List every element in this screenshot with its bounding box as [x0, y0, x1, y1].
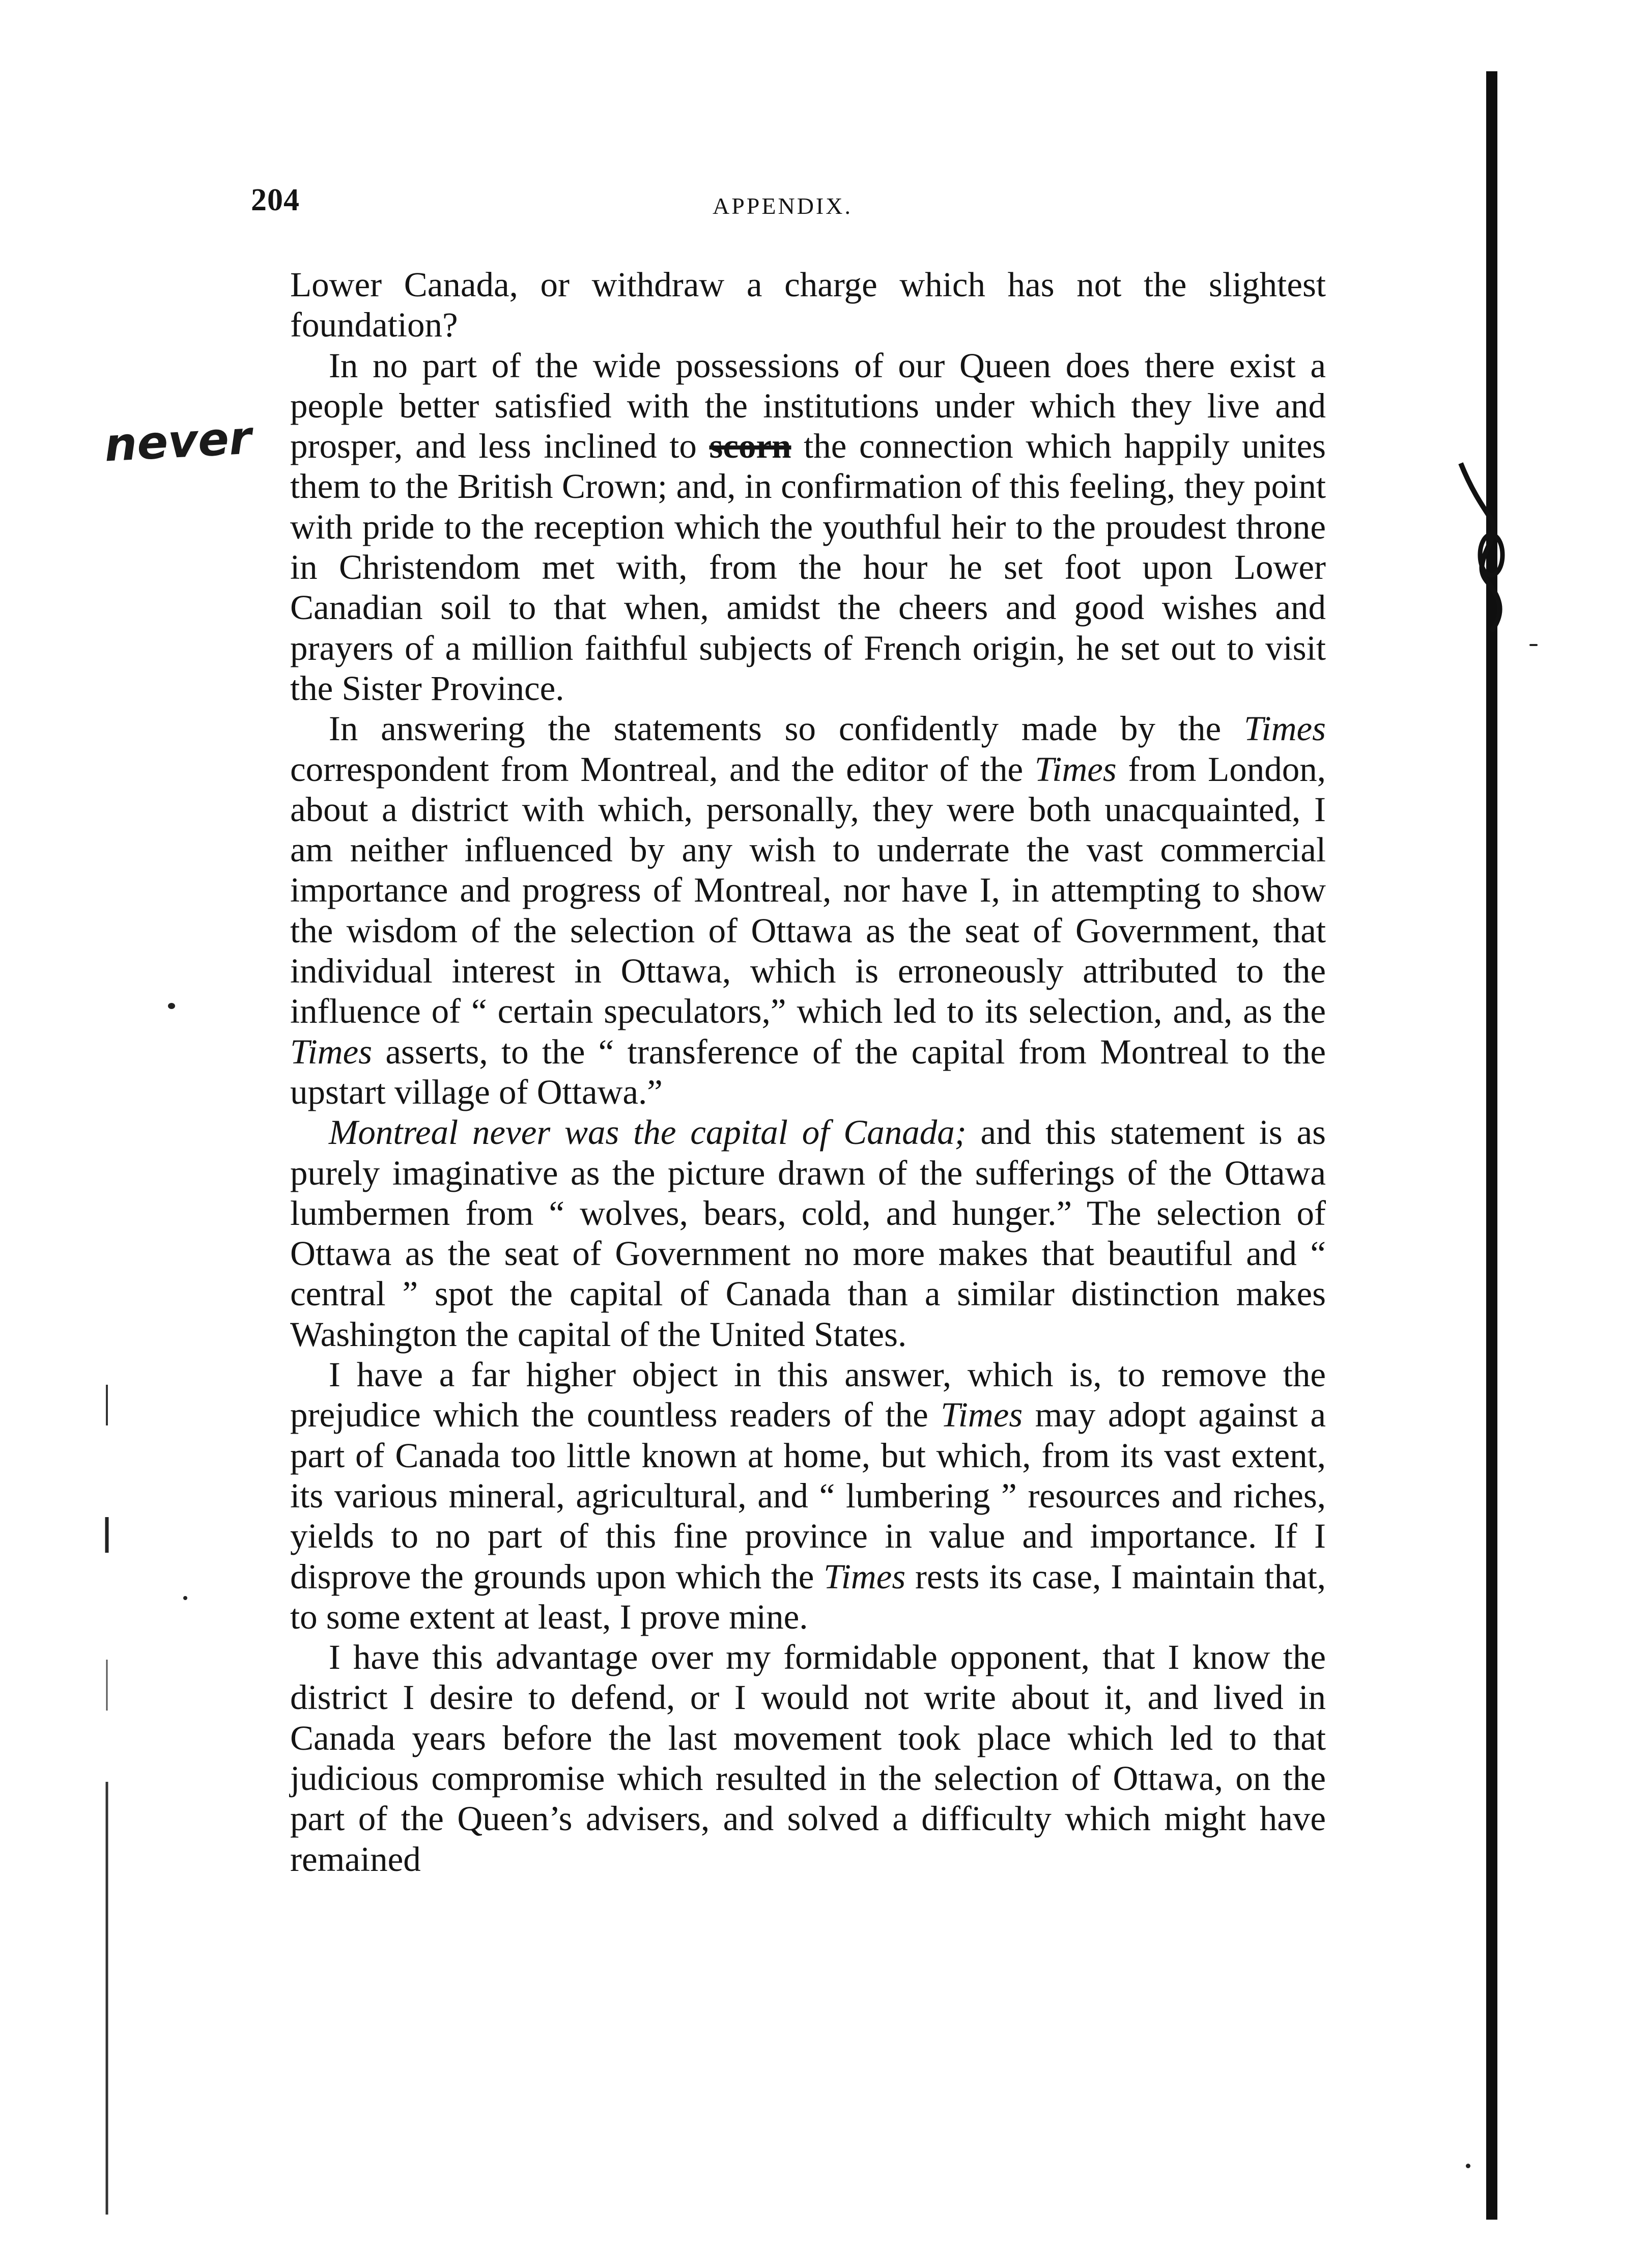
page-number: 204 [251, 183, 300, 217]
paragraph-2 [290, 346, 1326, 709]
paragraph-1: Lower Canada, or withdraw a charge which has not the slightest foundation? [290, 265, 1326, 345]
paragraph-3-part-a: In answering the statements so confidently made by the [328, 709, 1244, 748]
paragraph-4-italic: Montreal never was the capital of Canada; [328, 1113, 967, 1152]
paragraph-5 [290, 1355, 1326, 1637]
handwritten-margin-note: never [103, 411, 253, 472]
paragraph-2-part-a: In no part of the wide possessions of our Queen does there exist a people better satisfied with the institutions under which they live and prosper, and less inclined to [290, 346, 1326, 466]
ink-speck [1466, 2164, 1470, 2168]
paragraph-5-part-c: rests its case, I maintain that, to some extent at least, I prove mine. [290, 1557, 1326, 1636]
binding-thread-mark [1451, 458, 1527, 662]
paragraph-4-part-b: and this statement is as purely imaginative as the picture drawn of the sufferings of the Ottawa lumbermen from “ wolves, bears, cold, and hunger.” The selection of Ottawa as the seat of Government no more makes that beautiful and “ central ” spot the capital of Canada than a similar distinction makes Washington the capital of the United States. [290, 1113, 1326, 1354]
paragraph-5-part-a: I have a far higher object in this answer, which is, to remove the prejudice which the countless readers of the [290, 1355, 1326, 1435]
times-title: Times [1034, 749, 1117, 789]
paragraph-5-part-b: may adopt against a part of Canada too little known at home, but which, from its vast extent, its various mineral, agricultural, and “ lumbering ” resources and riches, yields to no part of this fine province in value and importance. If I disprove the grounds upon which the [290, 1395, 1326, 1596]
ink-speck [1529, 644, 1538, 646]
paragraph-2-part-b: the connection which happily unites them to the British Crown; and, in confirmation of this feeling, they point with pride to the reception which the youthful heir to the proudest throne in Christendom met with, from the hour he set foot upon Lower Canadian soil to that when, amidst the cheers and good wishes and prayers of a million faithful subjects of French origin, he set out to visit the Sister Province. [290, 427, 1326, 708]
running-head: APPENDIX. [713, 193, 853, 219]
times-title: Times [941, 1395, 1023, 1435]
body-text [290, 265, 1326, 1880]
times-title: Times [290, 1032, 373, 1071]
paragraph-3-part-b: correspondent from Montreal, and the editor of the [290, 749, 1035, 789]
ink-speck [183, 1596, 187, 1600]
left-binding-marks [99, 1385, 115, 2215]
paragraph-6: I have this advantage over my formidable opponent, that I know the district I desire to defend, or I would not write about it, and lived in Canada years before the last movement took place which led to that judicious compromise which resulted in the selection of Ottawa, on the part of the Queen’s advisers, and solved a difficulty which might have remained [290, 1638, 1326, 1879]
paragraph-3-part-c: from London, about a district with which, personally, they were both unacquainted, I am neither influenced by any wish to underrate the vast commercial importance and progress of Montreal, nor have I, in attempting to show the wisdom of the selection of Ottawa as the seat of Government, that individual interest in Ottawa, which is erroneously attributed to the influence of “ certain speculators,” which led to its selection, and, as the [290, 749, 1326, 1031]
times-title: Times [824, 1557, 906, 1596]
paragraph-3-part-d: asserts, to the “ transference of the capital from Montreal to the upstart village of Ottawa.” [290, 1032, 1326, 1111]
paragraph-4 [290, 1112, 1326, 1355]
times-title: Times [1243, 709, 1326, 748]
binding-edge-line [1486, 71, 1497, 2220]
paragraph-3 [290, 709, 1326, 1112]
struck-word: scorn [709, 427, 791, 466]
ink-speck [168, 1003, 175, 1009]
